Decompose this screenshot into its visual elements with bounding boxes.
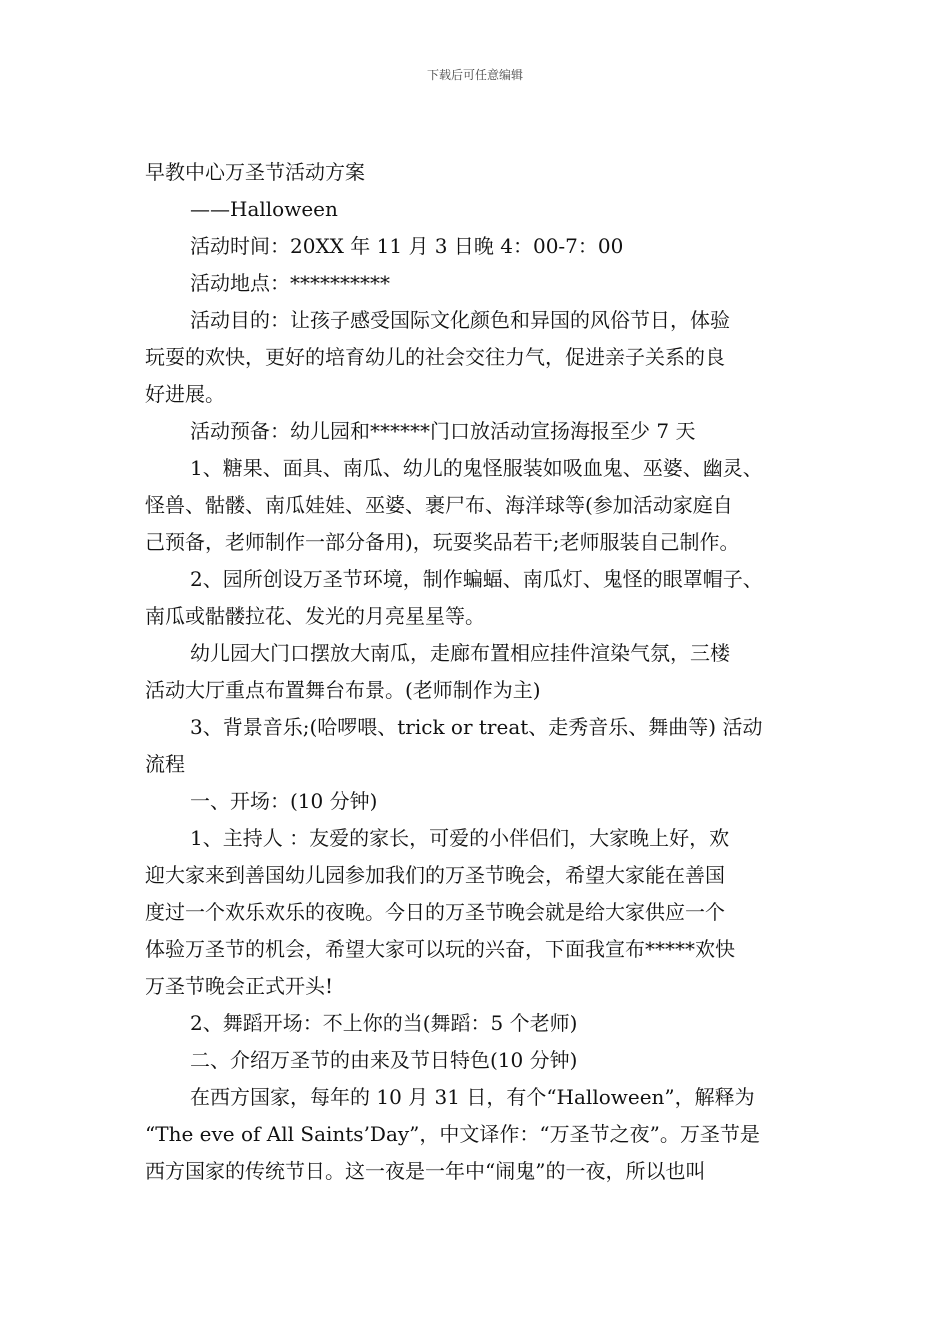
page-header: 下载后可任意编辑 <box>426 68 523 82</box>
text-line: 流程 <box>145 752 185 776</box>
text-line: 活动地点：********** <box>190 271 390 295</box>
text-line: 己预备，老师制作一部分备用)，玩耍奖品若干;老师服装自己制作。 <box>145 530 740 554</box>
text-line: 二、介绍万圣节的由来及节日特色(10 分钟) <box>190 1048 578 1072</box>
text-line: 2、园所创设万圣节环境，制作蝙蝠、南瓜灯、鬼怪的眼罩帽子、 <box>190 567 763 591</box>
text-line: 迎大家来到善国幼儿园参加我们的万圣节晚会，希望大家能在善国 <box>145 863 725 887</box>
text-line: 3、背景音乐;(哈啰喂、trick or treat、走秀音乐、舞曲等) 活动 <box>190 715 763 739</box>
text-line: ——Halloween <box>190 197 338 221</box>
document-title: 早教中心万圣节活动方案 <box>145 160 365 184</box>
text-line: 活动预备：幼儿园和******门口放活动宣扬海报至少 7 天 <box>190 419 696 443</box>
text-line: 幼儿园大门口摆放大南瓜，走廊布置相应挂件渲染气氛，三楼 <box>190 641 730 665</box>
text-line: 1、糖果、面具、南瓜、幼儿的鬼怪服装如吸血鬼、巫婆、幽灵、 <box>190 456 763 480</box>
text-line: 好进展。 <box>145 382 225 406</box>
text-line: 1、主持人 ：友爱的家长，可爱的小伴侣们，大家晚上好，欢 <box>190 826 730 850</box>
text-line: “The eve of All Saints’Day”，中文译作：“万圣节之夜”。万圣节是 <box>145 1122 760 1146</box>
text-line: 活动目的：让孩子感受国际文化颜色和异国的风俗节日，体验 <box>190 308 730 332</box>
text-line: 一、开场：(10 分钟) <box>190 789 378 813</box>
text-line: 万圣节晚会正式开头! <box>145 974 334 998</box>
text-line: 南瓜或骷髅拉花、发光的月亮星星等。 <box>145 604 485 628</box>
document-body <box>145 154 810 1190</box>
text-line: 玩耍的欢快，更好的培育幼儿的社会交往力气，促进亲子关系的良 <box>145 345 725 369</box>
text-line: 2、舞蹈开场：不上你的当(舞蹈：5 个老师) <box>190 1011 578 1035</box>
text-line: 怪兽、骷髅、南瓜娃娃、巫婆、裹尸布、海洋球等(参加活动家庭自 <box>145 493 733 517</box>
text-line: 活动时间：20XX 年 11 月 3 日晚 4：00-7：00 <box>190 234 624 258</box>
text-line: 活动大厅重点布置舞台布景。(老师制作为主) <box>145 678 541 702</box>
text-line: 在西方国家，每年的 10 月 31 日，有个“Halloween”，解释为 <box>190 1085 755 1109</box>
text-line: 度过一个欢乐欢乐的夜晚。今日的万圣节晚会就是给大家供应一个 <box>145 900 725 924</box>
text-line: 体验万圣节的机会，希望大家可以玩的兴奋，下面我宣布*****欢快 <box>145 937 735 961</box>
text-line: 西方国家的传统节日。这一夜是一年中“闹鬼”的一夜，所以也叫 <box>145 1159 706 1183</box>
